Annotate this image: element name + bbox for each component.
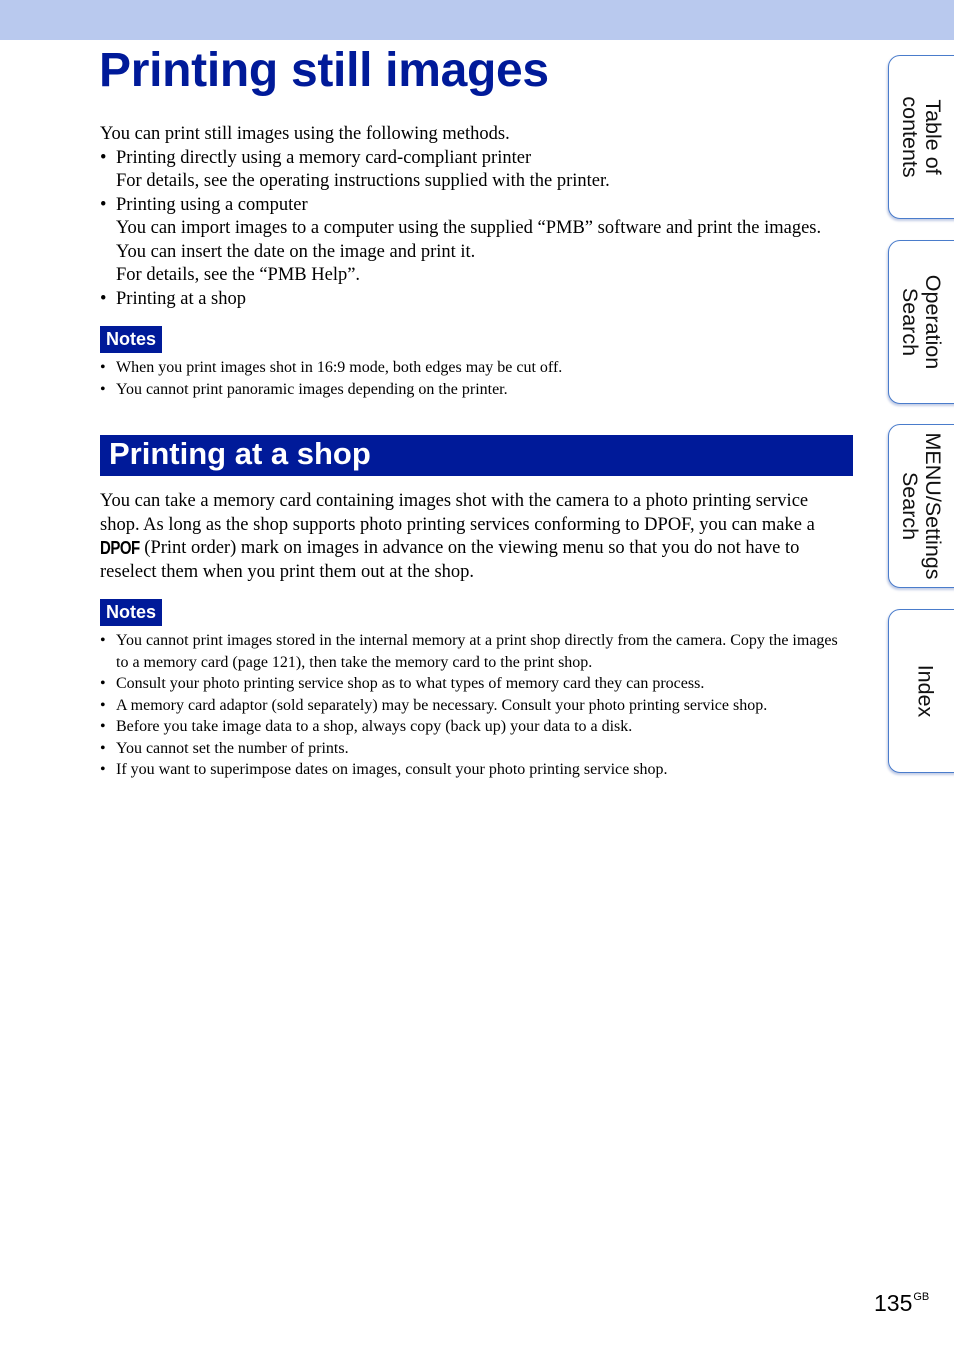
tab-index[interactable]	[888, 609, 954, 773]
note-text: You cannot print panoramic images depending on the printer.	[116, 380, 508, 398]
list-item	[100, 630, 852, 673]
bullet: •	[100, 632, 106, 649]
method-title: Printing directly using a memory card-compliant printer	[116, 147, 532, 168]
method-list	[100, 147, 852, 312]
list-item	[100, 357, 852, 379]
bullet: •	[100, 380, 106, 398]
list-item	[100, 716, 852, 738]
method-title: Printing at a shop	[116, 288, 247, 309]
tab-label: Operation Search	[898, 274, 945, 370]
tab-label: Index	[913, 664, 938, 718]
note-text: A memory card adaptor (sold separately) may be necessary. Consult your photo printing service shop.	[116, 696, 768, 714]
shop-paragraph	[100, 490, 852, 585]
bullet: •	[100, 761, 106, 778]
page-number-suffix: GB	[913, 1291, 930, 1303]
bullet: •	[100, 718, 106, 735]
list-item	[100, 695, 852, 717]
notes-list	[100, 357, 852, 400]
bullet: •	[100, 696, 106, 714]
page-title: Printing still images	[99, 44, 549, 97]
section-heading: Printing at a shop	[100, 435, 853, 476]
list-item	[100, 194, 852, 288]
method-detail: You can import images to a computer using the supplied “PMB” software and print the images. You can insert the date on the image and print it.	[116, 218, 822, 262]
note-text: If you want to superimpose dates on images, consult your photo printing service shop.	[116, 761, 668, 778]
tab-label: MENU/Settings Search	[898, 432, 945, 580]
note-text: You cannot set the number of prints.	[116, 739, 349, 757]
intro-section	[100, 123, 852, 311]
tab-table-of-contents[interactable]	[888, 55, 954, 219]
shop-text: You can take a memory card containing images shot with the camera to a photo printing service shop. As long as the shop supports photo printing services conforming to DPOF, you can make a	[100, 491, 815, 535]
bullet: •	[100, 147, 107, 168]
bullet: •	[100, 194, 107, 215]
bullet: •	[100, 739, 106, 757]
list-item	[100, 379, 852, 401]
notes-label: Notes	[100, 326, 162, 353]
page-number: $135^{GB}$	[874, 1290, 930, 1316]
notes-label: Notes	[100, 599, 162, 626]
method-detail: For details, see the “PMB Help”.	[116, 265, 361, 285]
method-detail: For details, see the operating instructions supplied with the printer.	[116, 171, 610, 191]
tab-operation-search[interactable]	[888, 240, 954, 404]
note-text: Consult your photo printing service shop as to what types of memory card they can process.	[116, 675, 705, 692]
tab-menu-settings-search[interactable]	[888, 424, 954, 588]
list-item	[100, 147, 852, 194]
list-item	[100, 288, 852, 312]
bullet: •	[100, 359, 106, 376]
note-text: Before you take image data to a shop, always copy (back up) your data to a disk.	[116, 718, 633, 735]
note-text: You cannot print images stored in the internal memory at a print shop directly from the camera. Copy the images to a memory card (page 121), then take the memory card to the print shop.	[116, 632, 838, 671]
bullet: •	[100, 288, 107, 309]
list-item	[100, 759, 852, 781]
list-item	[100, 738, 852, 760]
dpof-icon: DPOF	[100, 538, 140, 560]
shop-text: (Print order) mark on images in advance on the viewing menu so that you do not have to reselect them when you print them out at the shop.	[100, 538, 800, 583]
intro-lead: You can print still images using the following methods.	[100, 124, 510, 144]
bullet: •	[100, 675, 106, 692]
method-title: Printing using a computer	[116, 194, 308, 215]
notes-list	[100, 630, 852, 781]
list-item	[100, 673, 852, 695]
tab-label: Table of contents	[898, 96, 945, 178]
header-band	[0, 0, 954, 40]
note-text: When you print images shot in 16:9 mode, both edges may be cut off.	[116, 359, 563, 376]
